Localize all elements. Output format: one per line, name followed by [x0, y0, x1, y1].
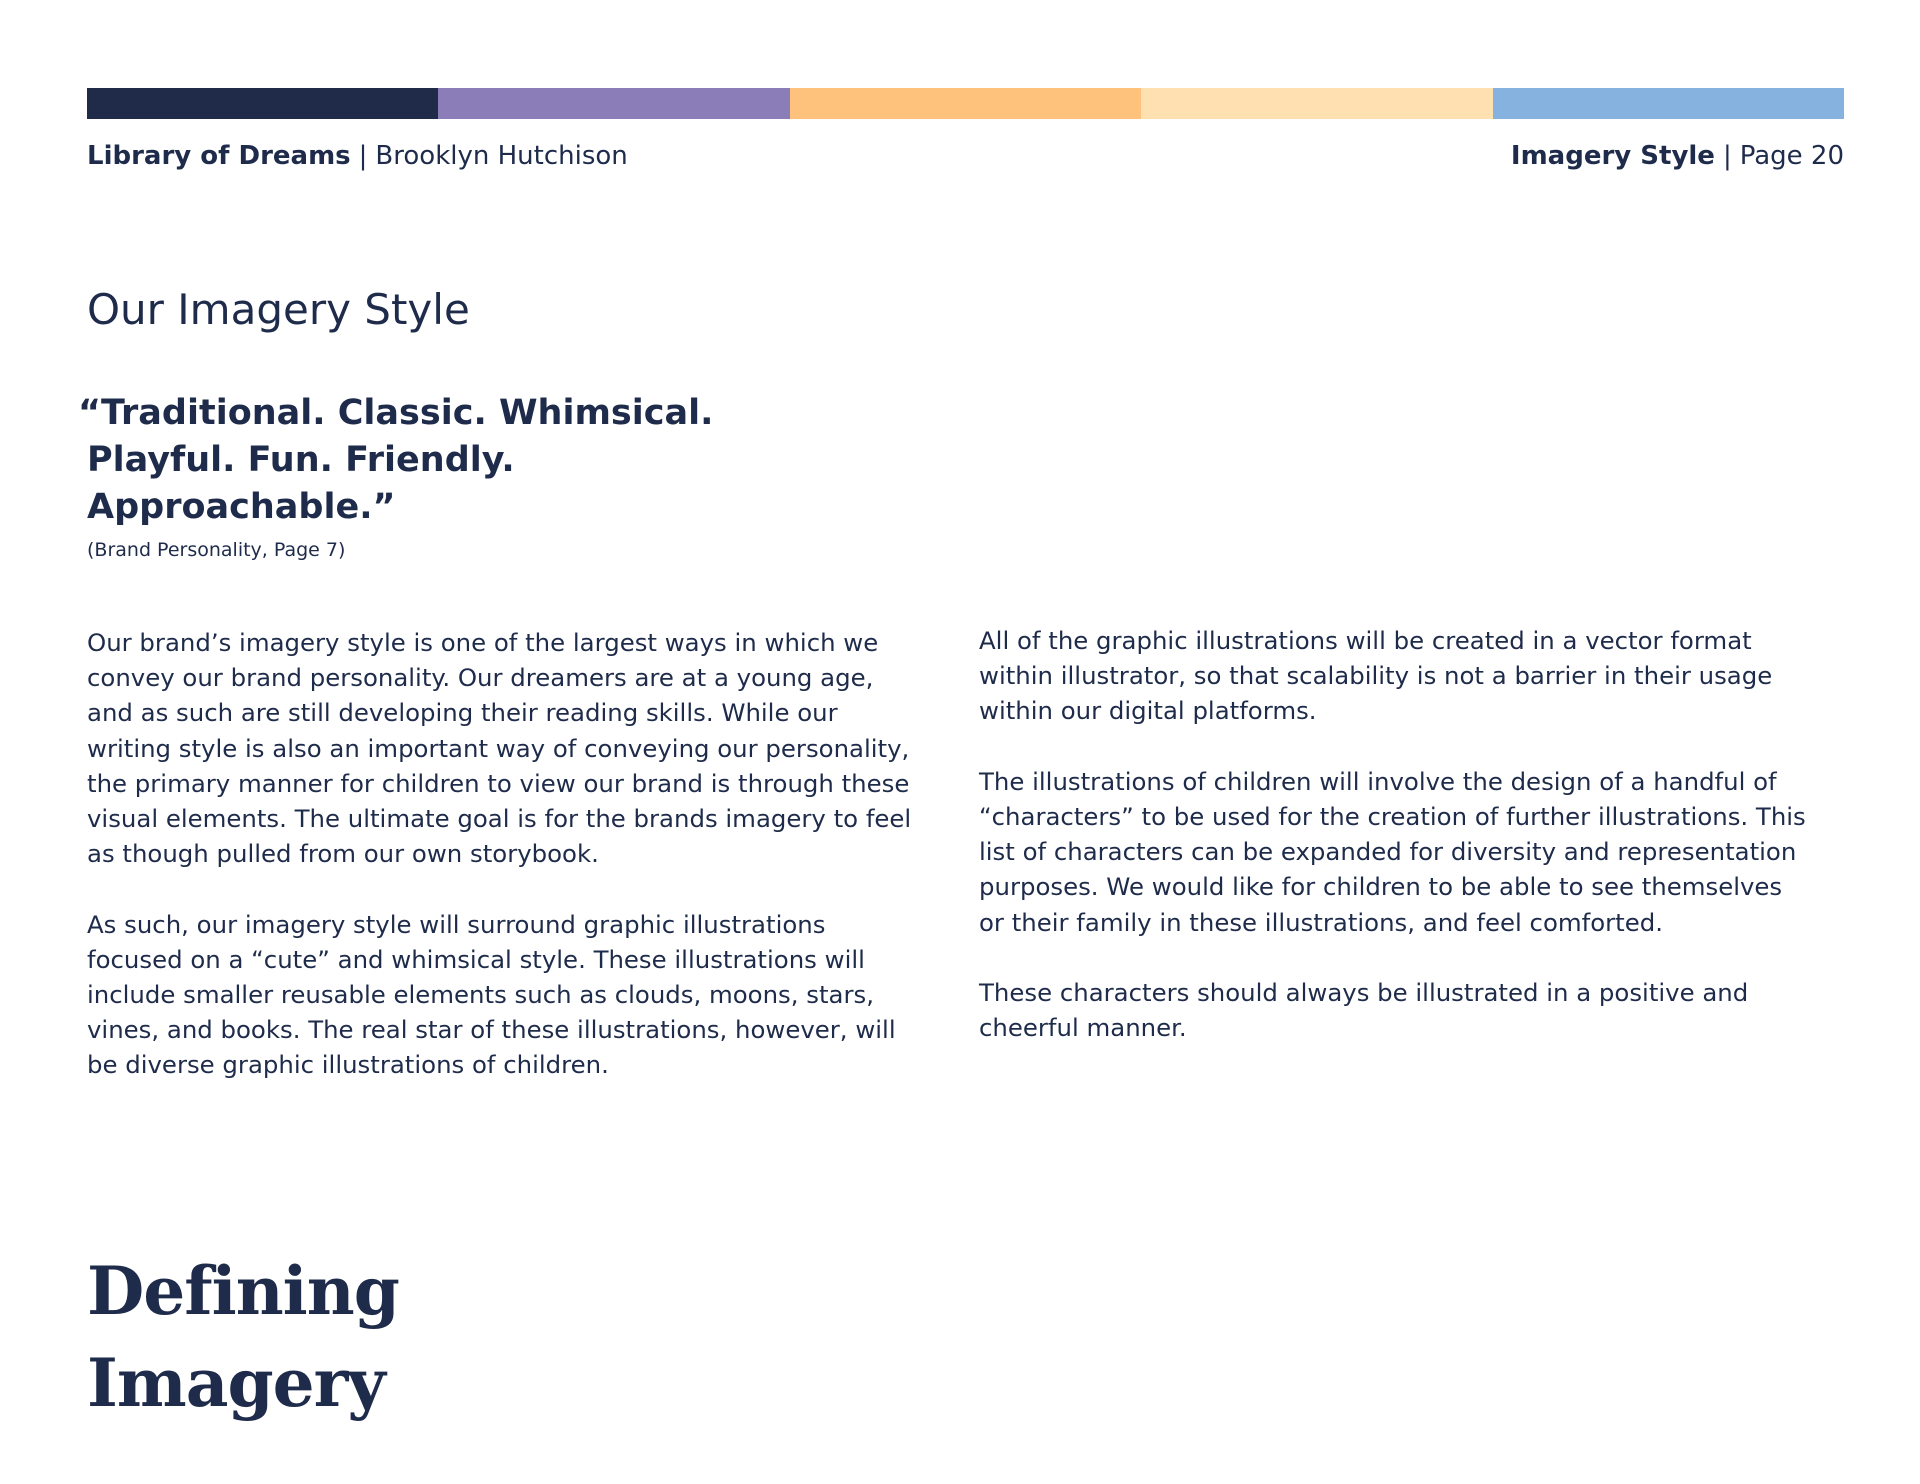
text-line: writing style is also an important way of conveying our personality,: [87, 733, 910, 763]
section-title-line: Imagery: [87, 1344, 385, 1422]
text-line: be diverse graphic illustrations of children.: [87, 1050, 609, 1080]
paragraph: [979, 764, 1844, 940]
color-bar-segment-navy: [87, 88, 438, 119]
text-line: within illustrator, so that scalability is not a barrier in their usage: [979, 661, 1773, 691]
color-bar-segment-orange: [790, 88, 1141, 119]
text-line: list of characters can be expanded for diversity and representation: [979, 837, 1797, 867]
text-line: within our digital platforms.: [979, 696, 1317, 726]
text-line: include smaller reusable elements such as clouds, moons, stars,: [87, 980, 874, 1010]
right-column: [979, 623, 1844, 1081]
brand-quote: [78, 390, 718, 531]
section-name: Imagery Style: [1510, 141, 1715, 171]
header-left: [87, 140, 628, 172]
header-separator: |: [358, 141, 368, 171]
text-line: focused on a “cute” and whimsical style. These illustrations will: [87, 944, 865, 974]
header-right: [1511, 140, 1844, 172]
paragraph: [87, 625, 947, 871]
header-separator-right: |: [1722, 141, 1732, 171]
color-bar-segment-purple: [438, 88, 789, 119]
text-line: The illustrations of children will involve the design of a handful of: [979, 766, 1777, 796]
color-bar-segment-cream: [1141, 88, 1492, 119]
quote-line: Approachable.”: [87, 487, 396, 527]
section-title: [87, 1245, 399, 1429]
paragraph: [87, 907, 947, 1083]
text-line: the primary manner for children to view our brand is through these: [87, 768, 910, 798]
text-line: All of the graphic illustrations will be created in a vector format: [979, 626, 1752, 655]
text-line: and as such are still developing their reading skills. While our: [87, 698, 838, 728]
author-name: Brooklyn Hutchison: [375, 141, 628, 171]
quote-line: “Traditional. Classic. Whimsical.: [78, 393, 714, 433]
text-line: Our brand’s imagery style is one of the largest ways in which we: [87, 628, 879, 657]
page-title: Our Imagery Style: [87, 285, 470, 334]
paragraph: [979, 623, 1844, 729]
text-line: as though pulled from our own storybook.: [87, 839, 599, 869]
text-line: convey our brand personality. Our dreamers are at a young age,: [87, 663, 874, 693]
text-line: purposes. We would like for children to be able to see themselves: [979, 872, 1783, 902]
quote-line: Playful. Fun. Friendly.: [87, 440, 515, 480]
color-bar-segment-blue: [1493, 88, 1844, 119]
text-line: vines, and books. The real star of these illustrations, however, will: [87, 1015, 896, 1045]
quote-citation: (Brand Personality, Page 7): [87, 539, 346, 561]
text-line: As such, our imagery style will surround graphic illustrations: [87, 909, 826, 939]
brand-name: Library of Dreams: [87, 141, 351, 171]
paragraph: [979, 975, 1844, 1045]
color-bar: [87, 88, 1844, 119]
text-line: “characters” to be used for the creation of further illustrations. This: [979, 802, 1806, 831]
left-column: [87, 625, 947, 1118]
text-line: These characters should always be illustrated in a positive and: [979, 978, 1749, 1007]
text-line: cheerful manner.: [979, 1013, 1187, 1043]
page-number: Page 20: [1739, 141, 1844, 171]
section-title-line: Defining: [87, 1252, 399, 1330]
text-line: or their family in these illustrations, and feel comforted.: [979, 907, 1663, 937]
text-line: visual elements. The ultimate goal is for the brands imagery to feel: [87, 804, 912, 834]
